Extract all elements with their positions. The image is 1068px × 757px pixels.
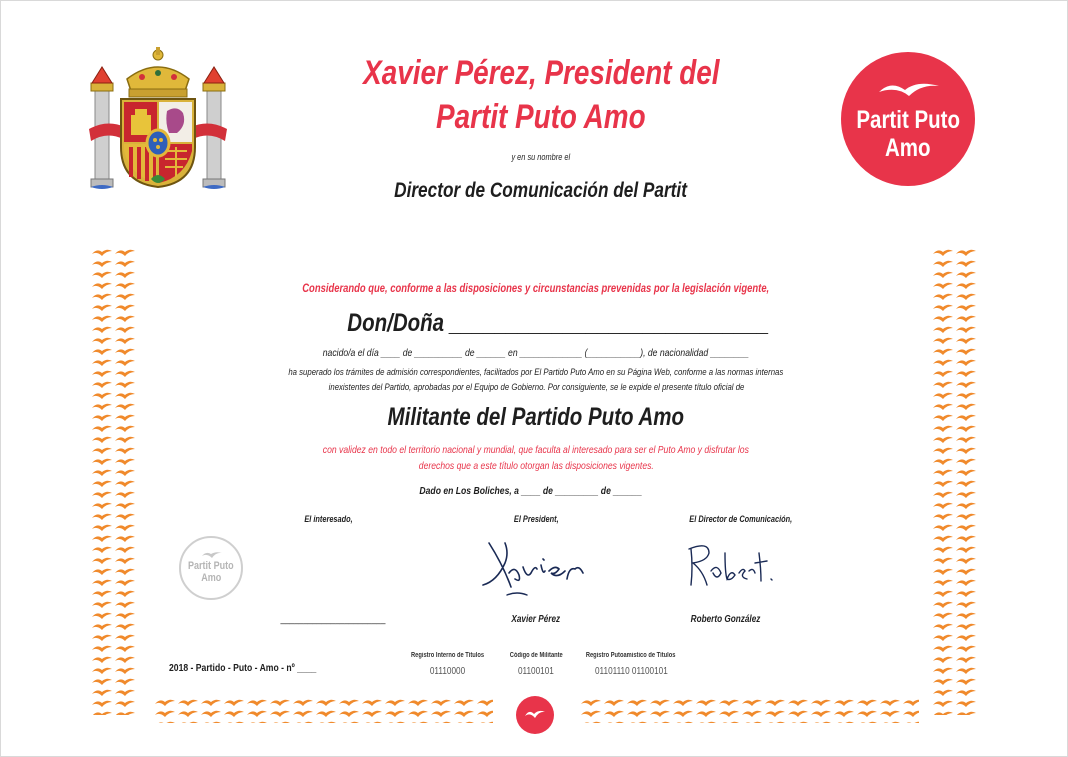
seagull-icon (524, 708, 546, 720)
header-subtitle: y en su nombre el (511, 152, 571, 162)
bottom-right-decorative-border (579, 697, 919, 723)
member-code-value: 01100101 (518, 666, 554, 677)
header-title-line2: Partit Puto Amo (436, 98, 646, 136)
considering-text: Considerando que, conforme a las disposiciones y circunstancias prevenidas por la legislación vigente, (302, 283, 770, 295)
member-code-label: Código de Militante (509, 652, 563, 659)
stamp-line1: Partit Puto (188, 560, 234, 572)
left-decorative-border (90, 247, 136, 715)
reg-putoamistico-label: Registro Putoamistico de Títulos (586, 652, 676, 659)
header-title (291, 51, 791, 139)
born-line: nacido/a el día ____ de __________ de ______ en _____________ (___________), de nacionalidad ________ (322, 347, 750, 359)
right-decorative-border (931, 247, 977, 715)
director-signature (681, 533, 777, 595)
stamp-line2: Amo (200, 572, 222, 584)
admission-paragraph: ha superado los trámites de admisión correspondientes, facilitados por El Partido Puto Amo en su Página Web, conforme a las normas internas inexistentes del Partido, aprobadas por el Equipo de Gobierno. Por consiguiente, se le expide el presente título oficial de (288, 367, 784, 393)
certificate-number: 2018 - Partido - Puto - Amo - nº ____ (169, 662, 317, 674)
seagull-icon (201, 550, 223, 559)
president-name: Xavier Pérez (511, 614, 561, 625)
reg-internal-label: Registro Interno de Títulos (411, 652, 485, 659)
director-line: Director de Comunicación del Partit (394, 179, 688, 202)
interested-sign-line: _______________________ (280, 614, 386, 625)
stamp (179, 536, 243, 600)
coat-of-arms-icon (87, 47, 229, 191)
don-dona-line: Don/Doña ____________________________ (347, 309, 770, 337)
party-logo (841, 52, 975, 186)
reg-putoamistico-value: 01101110 01100101 (594, 666, 668, 677)
militant-title: Militante del Partido Puto Amo (387, 403, 685, 431)
president-label: El President, (513, 514, 559, 524)
bottom-left-decorative-border (153, 697, 493, 723)
seagull-icon (877, 78, 941, 100)
director-name: Roberto González (691, 614, 761, 625)
given-in-line: Dado en Los Boliches, a ____ de _________ de ______ (419, 485, 643, 497)
interested-label: El interesado, (304, 514, 354, 524)
president-signature (475, 529, 591, 603)
reg-internal-value: 01110000 (430, 666, 466, 677)
logo-text-line2: Amo (885, 134, 931, 162)
header-title-line1: Xavier Pérez, President del (362, 54, 720, 92)
director-label: El Director de Comunicación, (689, 514, 793, 524)
logo-text-line1: Partit Puto (856, 106, 960, 134)
bottom-seal (516, 696, 554, 734)
validity-paragraph: con validez en todo el territorio nacional y mundial, que faculta al interesado para ser el Puto Amo y disfrutar los derechos que a este título otorgan las disposiciones vigentes. (322, 444, 750, 472)
